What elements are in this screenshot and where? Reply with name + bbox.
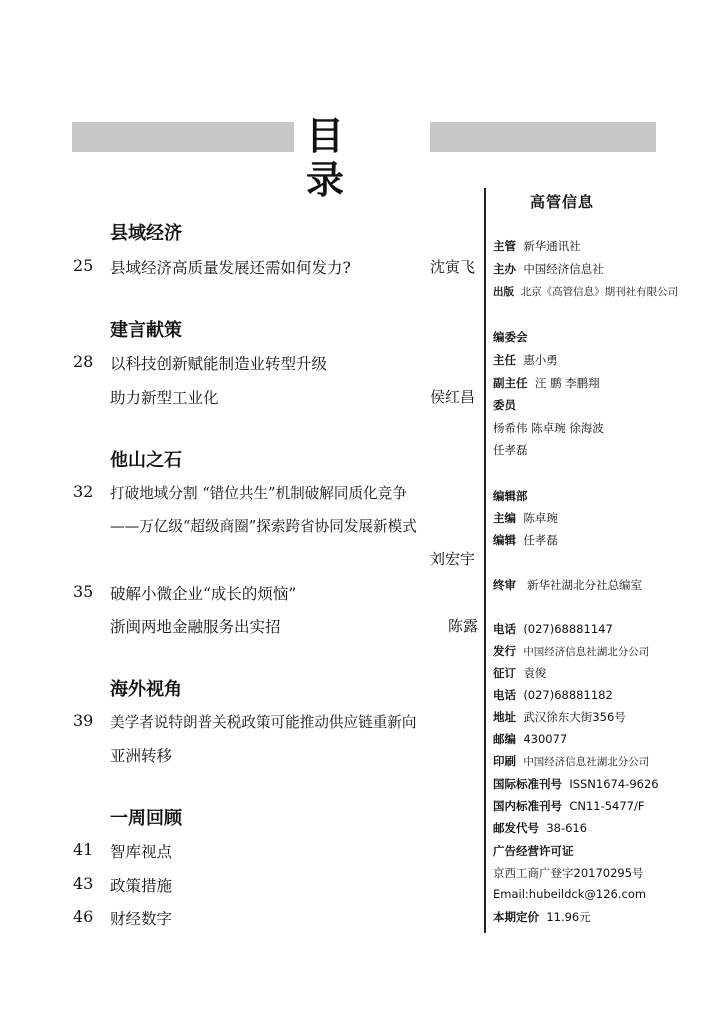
article-title[interactable]: 破解小微企业“成长的烦恼” bbox=[110, 585, 297, 603]
masthead-row bbox=[493, 488, 528, 504]
page-number: 32 bbox=[73, 482, 94, 501]
sidebar-title: 高管信息 bbox=[530, 193, 595, 211]
masthead-row bbox=[493, 865, 644, 881]
article-title[interactable]: 智库视点 bbox=[110, 843, 173, 861]
masthead-value: 任孝磊 bbox=[523, 533, 558, 547]
masthead-row bbox=[493, 621, 613, 637]
column-divider bbox=[484, 188, 486, 933]
masthead-row bbox=[493, 820, 587, 836]
masthead-key: 电话 bbox=[493, 688, 516, 702]
page-number: 25 bbox=[73, 256, 94, 275]
masthead-value: (027)68881147 bbox=[523, 622, 613, 636]
title-bar-right bbox=[430, 122, 656, 152]
masthead-value: 武汉徐东大街356号 bbox=[523, 710, 626, 724]
masthead-value: CN11-5477/F bbox=[569, 799, 645, 813]
masthead-row bbox=[493, 510, 558, 526]
masthead-row bbox=[493, 577, 642, 593]
masthead-key: 编委会 bbox=[493, 330, 528, 344]
page-number: 35 bbox=[73, 582, 94, 601]
masthead-key: 编辑 bbox=[493, 533, 516, 547]
article-title[interactable]: 财经数字 bbox=[110, 910, 173, 928]
article-title[interactable]: 打破地域分割 “错位共生”机制破解同质化竞争 bbox=[110, 485, 407, 502]
article-subtitle[interactable]: 亚洲转移 bbox=[110, 747, 173, 765]
masthead-key: 主管 bbox=[493, 239, 516, 253]
masthead-row bbox=[493, 375, 600, 391]
masthead-row bbox=[493, 776, 659, 792]
masthead-key: 主办 bbox=[493, 262, 516, 276]
page-number: 46 bbox=[73, 907, 94, 926]
page-title: 目 录 bbox=[300, 114, 430, 158]
article-title[interactable]: 县域经济高质量发展还需如何发力? bbox=[110, 259, 351, 277]
article-title[interactable]: 美学者说特朗普关税政策可能推动供应链重新向 bbox=[110, 714, 417, 731]
masthead-row bbox=[493, 352, 558, 368]
masthead-value: 新华通讯社 bbox=[523, 239, 581, 253]
masthead-row bbox=[493, 731, 567, 747]
masthead-value: 任孝磊 bbox=[493, 443, 528, 457]
masthead-value: (027)68881182 bbox=[523, 688, 613, 702]
masthead-value: 京西工商广登字20170295号 bbox=[493, 866, 644, 880]
masthead-value: 430077 bbox=[523, 732, 568, 746]
section-heading: 他山之石 bbox=[110, 450, 182, 471]
masthead-row bbox=[493, 284, 678, 299]
masthead-key: 发行 bbox=[493, 644, 516, 658]
masthead-key: 国内标准刊号 bbox=[493, 799, 562, 813]
masthead-value: 新华社湖北分社总编室 bbox=[526, 578, 642, 592]
article-title[interactable]: 政策措施 bbox=[110, 877, 173, 895]
article-author: 沈寅飞 bbox=[430, 258, 476, 276]
masthead-key: 印刷 bbox=[493, 754, 516, 768]
article-subtitle[interactable]: 助力新型工业化 bbox=[110, 389, 219, 407]
masthead-row bbox=[493, 887, 646, 901]
masthead-key: 本期定价 bbox=[493, 910, 539, 924]
masthead-key: 主任 bbox=[493, 353, 516, 367]
masthead-value: 陈卓琬 bbox=[523, 511, 558, 525]
masthead-key: 委员 bbox=[493, 398, 516, 412]
masthead-value: 38-616 bbox=[546, 821, 588, 835]
masthead-row bbox=[493, 909, 591, 925]
masthead-key: 国际标准刊号 bbox=[493, 777, 562, 791]
masthead-key: 副主任 bbox=[493, 376, 528, 390]
masthead-value: 汪 鹏 李鹏翔 bbox=[534, 376, 600, 390]
masthead-key: 地址 bbox=[493, 710, 516, 724]
masthead-key: 征订 bbox=[493, 666, 516, 680]
section-heading: 海外视角 bbox=[110, 679, 182, 700]
masthead-key: 邮编 bbox=[493, 732, 516, 746]
masthead-key: 邮发代号 bbox=[493, 821, 539, 835]
article-title[interactable]: 以科技创新赋能制造业转型升级 bbox=[110, 355, 328, 373]
masthead-value: 中国经济信息社湖北分公司 bbox=[523, 756, 650, 768]
masthead-row bbox=[493, 843, 574, 859]
page-number: 41 bbox=[73, 840, 94, 859]
masthead-row bbox=[493, 643, 649, 659]
masthead-value: 袁俊 bbox=[523, 666, 547, 680]
masthead-row bbox=[493, 238, 581, 254]
masthead-value: 惠小勇 bbox=[523, 353, 558, 367]
masthead-key: 主编 bbox=[493, 511, 516, 525]
masthead-key: 出版 bbox=[493, 286, 514, 298]
page-number: 39 bbox=[73, 711, 94, 730]
masthead-row bbox=[493, 532, 558, 548]
masthead-key: 终审 bbox=[493, 578, 516, 592]
masthead-key: 电话 bbox=[493, 622, 516, 636]
masthead-key: 编辑部 bbox=[493, 489, 528, 503]
page-number: 28 bbox=[73, 352, 94, 371]
masthead-value: 北京《高管信息》期刊社有限公司 bbox=[520, 286, 679, 298]
masthead-value: 中国经济信息社 bbox=[523, 262, 604, 276]
masthead-row bbox=[493, 753, 649, 769]
section-heading: 县域经济 bbox=[110, 223, 182, 244]
masthead-row bbox=[493, 687, 613, 703]
masthead-row bbox=[493, 709, 626, 725]
masthead-row bbox=[493, 665, 546, 681]
masthead-value: 11.96元 bbox=[546, 910, 591, 924]
masthead-key: 广告经营许可证 bbox=[493, 844, 574, 858]
email-value: Email:hubeildck@126.com bbox=[493, 887, 647, 901]
masthead-value: 中国经济信息社湖北分公司 bbox=[523, 646, 650, 658]
article-subtitle[interactable]: 浙闽两地金融服务出实招 bbox=[110, 618, 281, 636]
masthead-row bbox=[493, 442, 528, 458]
article-author: 侯红昌 bbox=[430, 388, 476, 406]
article-subtitle[interactable]: ——万亿级“超级商圈”探索跨省协同发展新模式 bbox=[110, 518, 417, 535]
masthead-row bbox=[493, 261, 604, 277]
article-author: 陈露 bbox=[448, 617, 479, 635]
section-heading: 一周回顾 bbox=[110, 808, 182, 829]
article-author: 刘宏宇 bbox=[430, 550, 476, 568]
page-number: 43 bbox=[73, 874, 94, 893]
section-heading: 建言献策 bbox=[110, 320, 182, 341]
masthead-value: 杨希伟 陈卓琬 徐海波 bbox=[493, 421, 604, 435]
masthead-row bbox=[493, 798, 644, 814]
title-bar-left bbox=[72, 122, 294, 152]
masthead-value: ISSN1674-9626 bbox=[569, 777, 659, 791]
masthead-row bbox=[493, 420, 604, 436]
masthead-row bbox=[493, 329, 528, 345]
masthead-row bbox=[493, 397, 516, 413]
